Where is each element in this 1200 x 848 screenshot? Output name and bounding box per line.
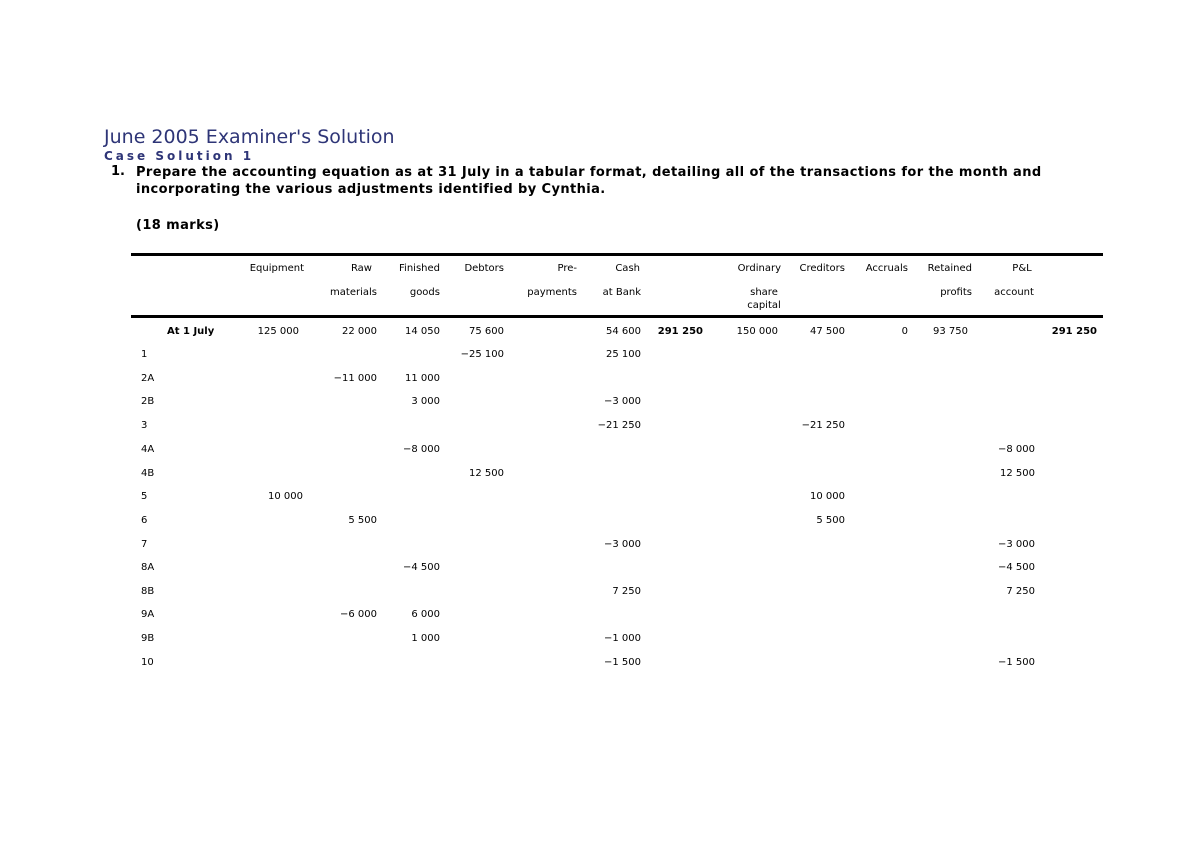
row-label: 4A — [141, 444, 155, 455]
header-share-capital-line2: share — [750, 287, 778, 298]
cell-cash: 25 100 — [606, 349, 641, 360]
cell-raw: 22 000 — [342, 326, 377, 337]
header-equipment: Equipment — [249, 263, 304, 274]
row-label: 3 — [141, 420, 148, 431]
cell-cash: 7 250 — [612, 586, 641, 597]
row-label: 8A — [141, 562, 155, 573]
cell-cash: 54 600 — [606, 326, 641, 337]
cell-raw: −11 000 — [333, 373, 377, 384]
cell-retained: 93 750 — [933, 326, 968, 337]
header-debtors: Debtors — [464, 263, 504, 274]
cell-creditors: 5 500 — [816, 515, 845, 526]
cell-pl: −3 000 — [997, 539, 1035, 550]
cell-cash: −21 250 — [597, 420, 641, 431]
header-prepayments-line1: Pre- — [557, 263, 577, 274]
row-label: 9A — [141, 609, 155, 620]
cell-debtors: 75 600 — [469, 326, 504, 337]
cell-debtors: −25 100 — [460, 349, 504, 360]
cell-pl: −4 500 — [997, 562, 1035, 573]
cell-cash: −3 000 — [603, 396, 641, 407]
cell-finished: 14 050 — [405, 326, 440, 337]
header-cash-line2: at Bank — [602, 287, 641, 298]
row-label: 2A — [141, 373, 155, 384]
header-finished-line1: Finished — [399, 263, 440, 274]
cell-finished: 1 000 — [411, 633, 440, 644]
row-label: 1 — [141, 349, 148, 360]
cell-finished: 6 000 — [411, 609, 440, 620]
cell-creditors: 10 000 — [810, 491, 845, 502]
cell-total-assets: 291 250 — [657, 326, 703, 337]
table-top-rule — [131, 253, 1103, 256]
table-header-rule — [131, 315, 1103, 318]
question-text: Prepare the accounting equation as at 31 July in a tabular format, detailing all of the transactions for the month and incorporating the various adjustments identified by Cynthia. — [136, 165, 1042, 197]
cell-pl: 7 250 — [1006, 586, 1035, 597]
cell-pl: −1 500 — [997, 657, 1035, 668]
cell-creditors: 47 500 — [810, 326, 845, 337]
cell-pl: −8 000 — [997, 444, 1035, 455]
cell-share-capital: 150 000 — [736, 326, 778, 337]
case-subtitle: Case Solution 1 — [104, 149, 255, 163]
cell-cash: −1 000 — [603, 633, 641, 644]
cell-finished: −4 500 — [402, 562, 440, 573]
cell-accruals: 0 — [901, 326, 908, 337]
header-retained-line1: Retained — [927, 263, 972, 274]
cell-finished: −8 000 — [402, 444, 440, 455]
cell-creditors: −21 250 — [801, 420, 845, 431]
cell-raw: 5 500 — [348, 515, 377, 526]
page-title: June 2005 Examiner's Solution — [104, 126, 395, 148]
cell-cash: −1 500 — [603, 657, 641, 668]
header-share-capital-line3: capital — [747, 300, 781, 311]
header-prepayments-line2: payments — [527, 287, 577, 298]
header-share-capital-line1: Ordinary — [737, 263, 781, 274]
cell-equipment: 125 000 — [257, 326, 299, 337]
row-label: 4B — [141, 468, 155, 479]
header-pl-line2: account — [994, 287, 1034, 298]
header-accruals: Accruals — [865, 263, 908, 274]
header-cash-line1: Cash — [615, 263, 640, 274]
header-finished-line2: goods — [409, 287, 440, 298]
cell-raw: −6 000 — [339, 609, 377, 620]
row-label: 9B — [141, 633, 155, 644]
cell-debtors: 12 500 — [469, 468, 504, 479]
header-raw-line1: Raw — [350, 263, 372, 274]
row-label: 2B — [141, 396, 155, 407]
header-retained-line2: profits — [940, 287, 972, 298]
cell-pl: 12 500 — [1000, 468, 1035, 479]
cell-cash: −3 000 — [603, 539, 641, 550]
header-pl-line1: P&L — [1012, 263, 1032, 274]
row-label: At 1 July — [167, 326, 215, 337]
cell-finished: 3 000 — [411, 396, 440, 407]
header-raw-line2: materials — [330, 287, 377, 298]
row-label: 5 — [141, 491, 148, 502]
row-label: 8B — [141, 586, 155, 597]
row-label: 6 — [141, 515, 148, 526]
cell-total-liabilities: 291 250 — [1051, 326, 1097, 337]
cell-equipment: 10 000 — [268, 491, 303, 502]
cell-finished: 11 000 — [405, 373, 440, 384]
row-label: 7 — [141, 539, 148, 550]
header-creditors: Creditors — [799, 263, 845, 274]
question-number: 1. — [111, 164, 125, 179]
marks-label: (18 marks) — [136, 218, 220, 233]
row-label: 10 — [141, 657, 154, 668]
